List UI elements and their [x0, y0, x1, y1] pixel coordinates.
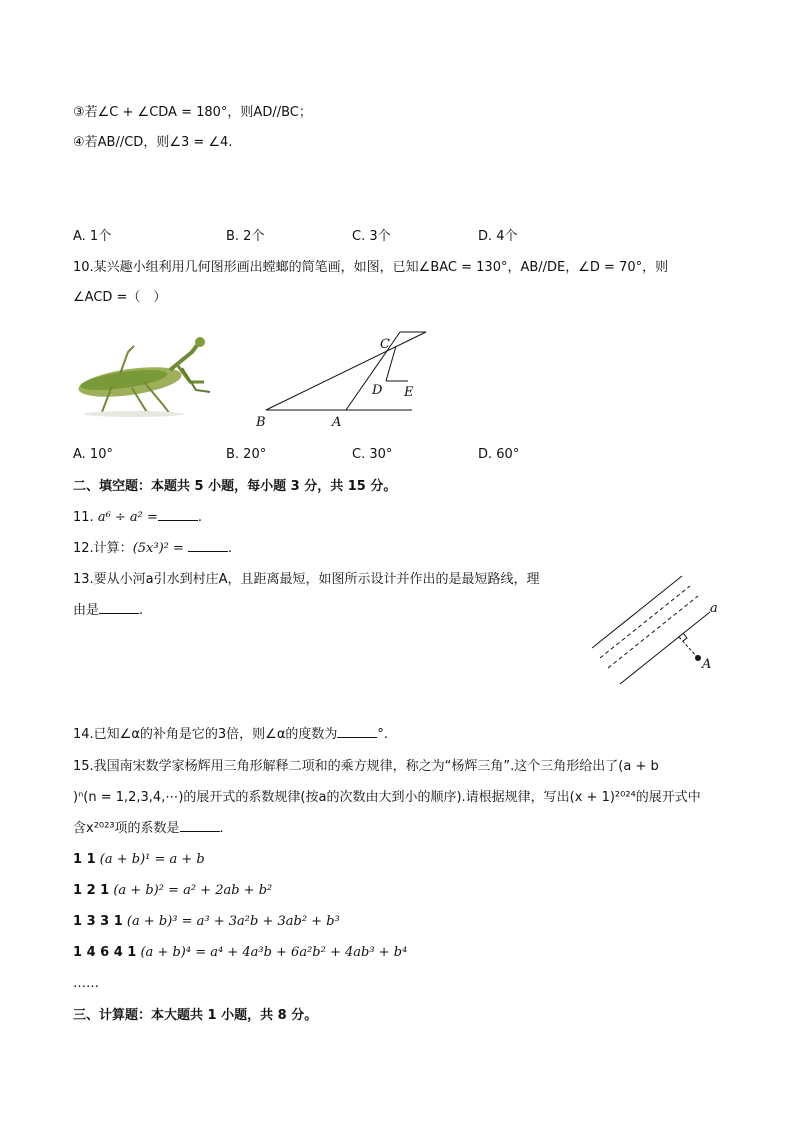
q9-option-b: B. 2个 — [226, 229, 265, 244]
q15-stem-line2: )ⁿ(n = 1,2,3,4,⋯)的展开式的系数规律(按a的次数由大到小的顺序).请根据规律，写出(x + 1)²⁰²⁴的展开式中 — [73, 790, 701, 805]
q10-stem-line1: 10.某兴趣小组利用几何图形画出螳螂的简笔画，如图，已知∠BAC = 130°，AB//DE，∠D = 70°，则 — [73, 260, 669, 275]
pascal-coef-1: 1 1 — [73, 852, 96, 867]
pascal-expr-2: (a + b)² = a² + 2ab + b² — [113, 883, 273, 898]
q9-option-c: C. 3个 — [352, 229, 391, 244]
label-village-a: A — [702, 657, 712, 672]
q11-number: 11. — [73, 510, 98, 525]
q11-expression: a⁶ ÷ a² = — [97, 510, 158, 525]
q10-option-d: D. 60° — [478, 447, 520, 462]
mantis-image — [72, 322, 214, 418]
q15-prefix: 含x²⁰²³项的系数是 — [73, 821, 180, 836]
pascal-row-2 — [73, 881, 272, 901]
pascal-coef-4: 1 4 6 4 1 — [73, 945, 137, 960]
q9-option-d: D. 4个 — [478, 229, 518, 244]
pascal-expr-3: (a + b)³ = a³ + 3a²b + 3ab² + b³ — [126, 914, 340, 929]
q10-stem-line2: ∠ACD =（ ） — [73, 290, 167, 305]
label-b: B — [256, 415, 266, 430]
pascal-row-4 — [73, 943, 407, 963]
q11: 11. a⁶ ÷ a² = . — [73, 510, 203, 525]
q9-statement-4: ④若AB//CD，则∠3 = ∠4. — [73, 135, 233, 150]
section-2-heading: 二、填空题：本题共 5 小题，每小题 3 分，共 15 分。 — [73, 479, 397, 494]
q10-geometry-figure — [250, 326, 440, 432]
q12-expression: (5x³)² = — [132, 541, 184, 556]
pascal-expr-1: (a + b)¹ = a + b — [99, 852, 205, 867]
q13-river-figure — [586, 572, 726, 690]
q12: 12.计算：(5x³)² = . — [73, 541, 233, 556]
q14-stem: 14.已知∠α的补角是它的3倍，则∠α的度数为 — [73, 727, 338, 742]
pascal-coef-2: 1 2 1 — [73, 883, 110, 898]
pascal-expr-4: (a + b)⁴ = a⁴ + 4a³b + 6a²b² + 4ab³ + b⁴ — [140, 945, 408, 960]
q10-option-a: A. 10° — [73, 447, 113, 462]
label-river-a: a — [710, 601, 718, 616]
q14 — [73, 725, 388, 745]
q9-statement-3: ③若∠C + ∠CDA = 180°，则AD//BC； — [73, 105, 312, 120]
pascal-row-1 — [73, 850, 205, 870]
q15-stem-line1: 15.我国南宋数学家杨辉用三角形解释二项和的乘方规律，称之为“杨辉三角”.这个三角形给出了(a + b — [73, 759, 659, 774]
q10-option-b: B. 20° — [226, 447, 267, 462]
label-e: E — [404, 385, 414, 400]
q13-stem-line2: 由是 . — [73, 603, 144, 618]
q13-answer-blank[interactable] — [99, 601, 139, 614]
q15-stem-line3: 含x²⁰²³项的系数是 . — [73, 821, 224, 836]
q12-answer-blank[interactable] — [188, 539, 228, 552]
q12-prefix: 12.计算： — [73, 541, 133, 556]
q15-answer-blank[interactable] — [180, 819, 220, 832]
q13-stem-line1: 13.要从小河a引水到村庄A，且距离最短，如图所示设计并作出的是最短路线，理 — [73, 572, 540, 587]
pascal-ellipsis: …… — [73, 976, 99, 991]
pascal-coef-3: 1 3 3 1 — [73, 914, 123, 929]
q13-prefix: 由是 — [73, 603, 100, 618]
q10-option-c: C. 30° — [352, 447, 393, 462]
q9-option-a: A. 1个 — [73, 229, 112, 244]
q11-answer-blank[interactable] — [158, 508, 198, 521]
label-c: C — [380, 337, 390, 352]
pascal-row-3 — [73, 912, 340, 932]
q14-answer-blank[interactable] — [337, 725, 377, 738]
label-a: A — [332, 415, 342, 430]
label-d: D — [372, 383, 383, 398]
section-3-heading: 三、计算题：本大题共 1 小题，共 8 分。 — [73, 1008, 318, 1023]
q14-suffix: °. — [377, 727, 389, 742]
